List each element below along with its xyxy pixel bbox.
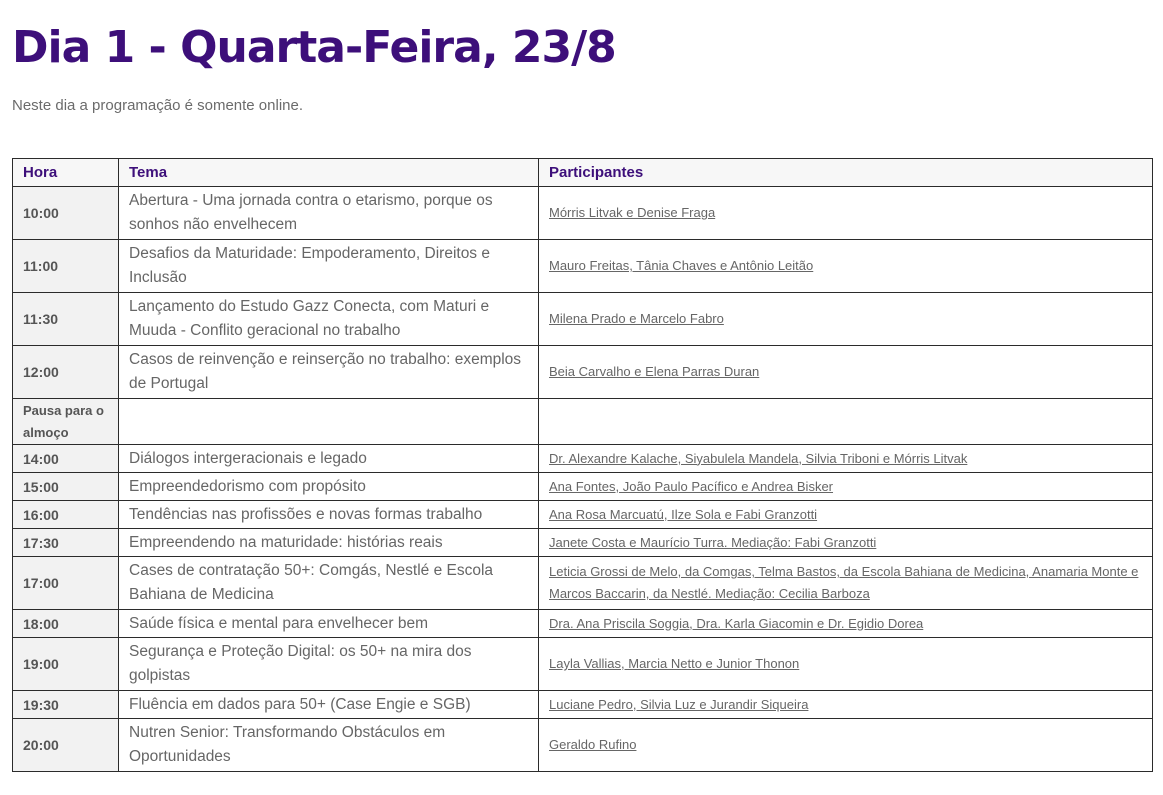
participantes-cell [539,473,1153,501]
table-row [13,501,1153,529]
tema-cell: Segurança e Proteção Digital: os 50+ na mira dos golpistas [119,638,539,691]
table-row [13,187,1153,240]
schedule-table [12,158,1153,772]
hora-cell: 19:00 [13,638,119,691]
participantes-link[interactable]: Dra. Ana Priscila Soggia, Dra. Karla Giacomin e Dr. Egidio Dorea [549,615,924,631]
participantes-link[interactable]: Beia Carvalho e Elena Parras Duran [549,364,760,379]
participantes-link[interactable]: Mórris Litvak e Denise Fraga [549,205,716,220]
tema-cell: Tendências nas profissões e novas formas trabalho [119,501,539,529]
hora-cell: 17:30 [13,529,119,557]
participantes-cell [539,240,1153,293]
tema-cell: Diálogos intergeracionais e legado [119,445,539,473]
table-row [13,445,1153,473]
column-header-hora: Hora [13,159,119,187]
participantes-link[interactable]: Luciane Pedro, Silvia Luz e Jurandir Siqueira [549,696,809,712]
participantes-cell [539,529,1153,557]
table-row [13,638,1153,691]
column-header-participantes: Participantes [539,159,1153,187]
participantes-link[interactable]: Ana Rosa Marcuatú, Ilze Sola e Fabi Granzotti [549,506,818,522]
hora-cell: 19:30 [13,691,119,719]
participantes-link[interactable]: Layla Vallias, Marcia Netto e Junior Thonon [549,656,800,671]
table-row [13,610,1153,638]
table-row [13,691,1153,719]
table-row [13,557,1153,610]
participantes-cell [539,293,1153,346]
hora-cell: 18:00 [13,610,119,638]
column-header-tema: Tema [119,159,539,187]
participantes-link[interactable]: Dr. Alexandre Kalache, Siyabulela Mandela, Silvia Triboni e Mórris Litvak [549,450,968,466]
tema-cell: Empreendendo na maturidade: histórias reais [119,529,539,557]
participantes-cell [539,638,1153,691]
table-row [13,719,1153,772]
participantes-link[interactable]: Mauro Freitas, Tânia Chaves e Antônio Leitão [549,258,814,273]
table-header-row [13,159,1153,187]
participantes-cell [539,719,1153,772]
tema-cell: Fluência em dados para 50+ (Case Engie e SGB) [119,691,539,719]
hora-cell: Pausa para o almoço [13,399,119,445]
table-row [13,240,1153,293]
participantes-cell [539,610,1153,638]
hora-cell: 15:00 [13,473,119,501]
hora-cell: 16:00 [13,501,119,529]
tema-cell: Casos de reinvenção e reinserção no trabalho: exemplos de Portugal [119,346,539,399]
tema-cell: Saúde física e mental para envelhecer bem [119,610,539,638]
participantes-cell [539,445,1153,473]
participantes-cell [539,399,1153,445]
tema-cell: Desafios da Maturidade: Empoderamento, Direitos e Inclusão [119,240,539,293]
table-row [13,346,1153,399]
table-row [13,529,1153,557]
participantes-cell [539,187,1153,240]
tema-cell [119,399,539,445]
participantes-cell [539,557,1153,610]
hora-cell: 17:00 [13,557,119,610]
hora-cell: 11:00 [13,240,119,293]
hora-cell: 14:00 [13,445,119,473]
participantes-link[interactable]: Leticia Grossi de Melo, da Comgas, Telma Bastos, da Escola Bahiana de Medicina, Anamaria Monte e Marcos Baccarin, da Nestlé. Mediação: Cecilia Barboza [549,564,1139,601]
participantes-link[interactable]: Geraldo Rufino [549,737,637,752]
table-row [13,293,1153,346]
tema-cell: Empreendedorismo com propósito [119,473,539,501]
page-title: Dia 1 - Quarta-Feira, 23/8 [12,22,616,73]
participantes-link[interactable]: Milena Prado e Marcelo Fabro [549,311,724,326]
hora-cell: 10:00 [13,187,119,240]
tema-cell: Nutren Senior: Transformando Obstáculos em Oportunidades [119,719,539,772]
table-row-lunch-break [13,399,1153,445]
participantes-cell [539,501,1153,529]
hora-cell: 20:00 [13,719,119,772]
participantes-cell [539,691,1153,719]
tema-cell: Cases de contratação 50+: Comgás, Nestlé e Escola Bahiana de Medicina [119,557,539,610]
participantes-link[interactable]: Janete Costa e Maurício Turra. Mediação: Fabi Granzotti [549,534,877,550]
hora-cell: 11:30 [13,293,119,346]
intro-text: Neste dia a programação é somente online. [12,97,304,114]
hora-cell: 12:00 [13,346,119,399]
participantes-link[interactable]: Ana Fontes, João Paulo Pacífico e Andrea Bisker [549,478,834,494]
tema-cell: Abertura - Uma jornada contra o etarismo, porque os sonhos não envelhecem [119,187,539,240]
tema-cell: Lançamento do Estudo Gazz Conecta, com Maturi e Muuda - Conflito geracional no trabalho [119,293,539,346]
table-row [13,473,1153,501]
participantes-cell [539,346,1153,399]
